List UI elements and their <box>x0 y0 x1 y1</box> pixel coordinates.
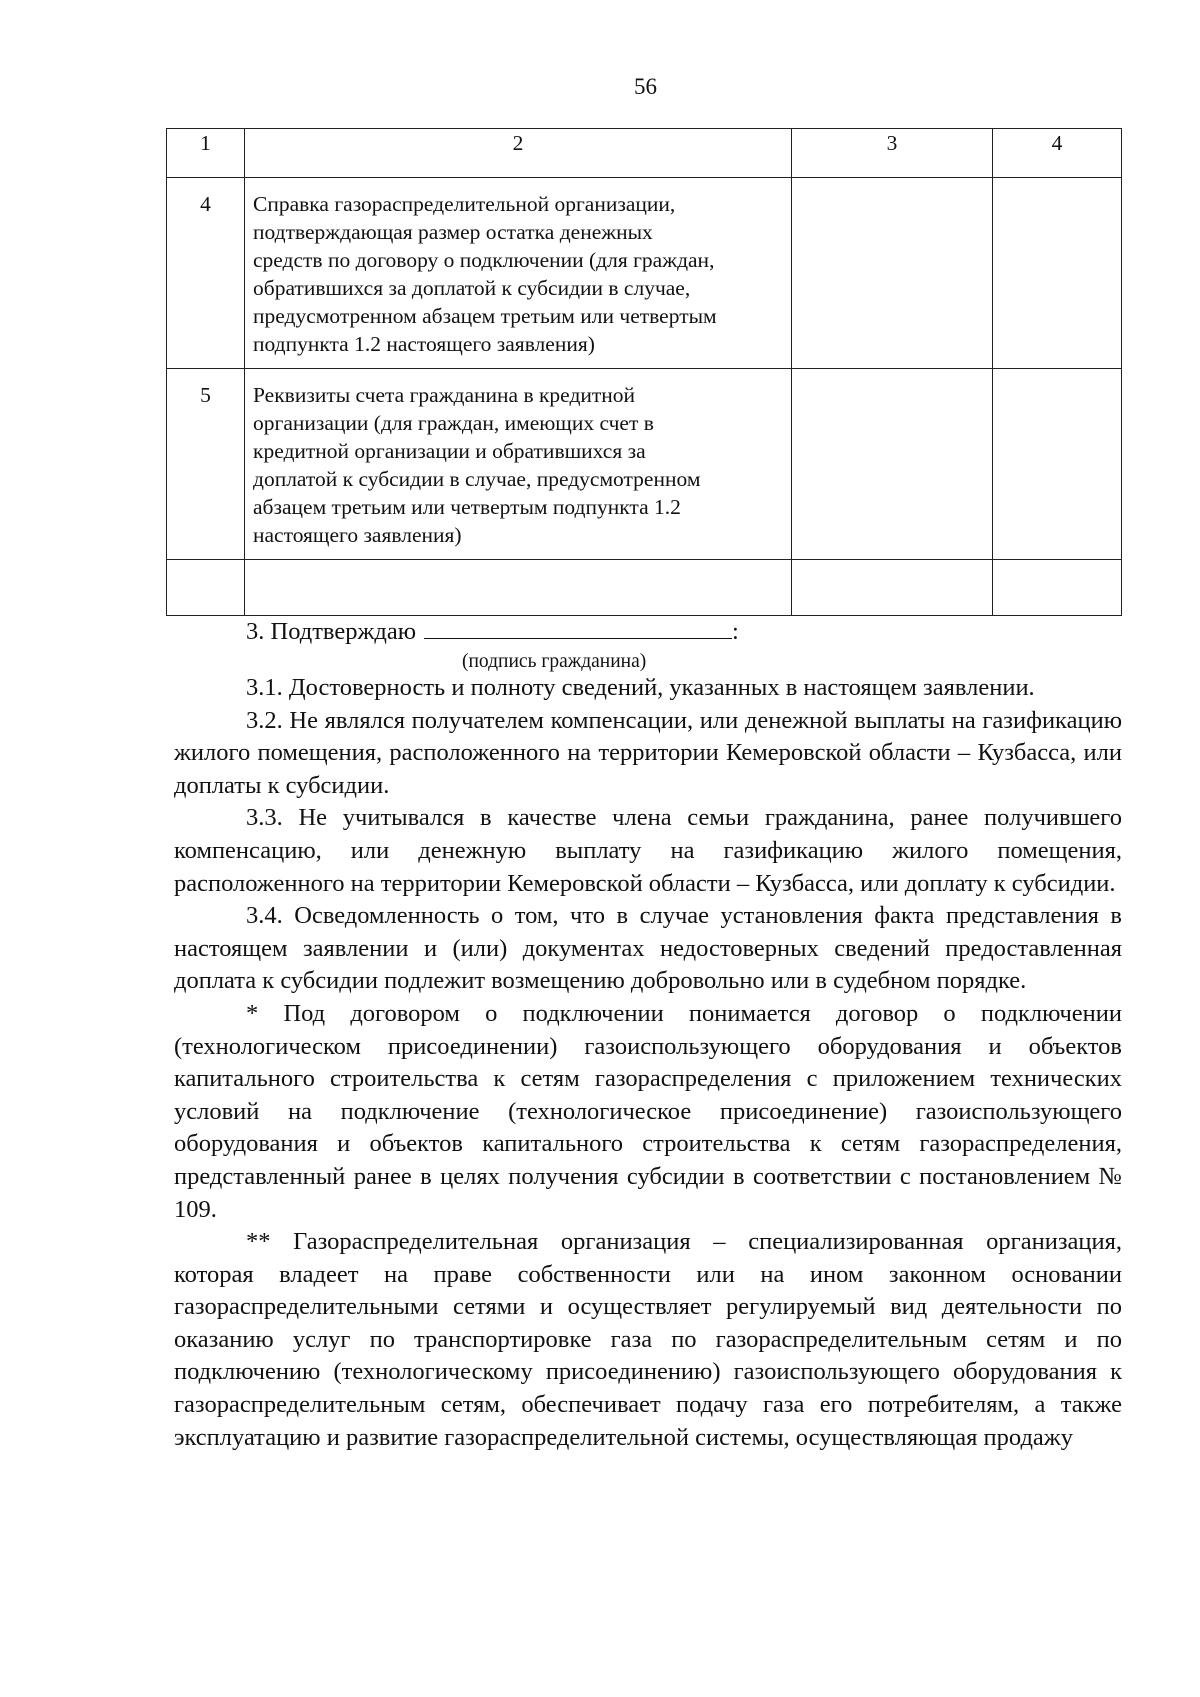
table-header-row <box>167 129 1122 178</box>
empty-cell <box>993 178 1122 369</box>
page-number: 56 <box>634 74 657 99</box>
footnote-connection-agreement: * Под договором о подключении понимается договор о подключении (технологическом присоединении) газоиспользующего оборудования и объектов капитального строительства к сетям газораспределения с приложением технических условий на подключение (технологическое присоединение) газоиспользующего оборудования и объектов капитального строительства к сетям газораспределения, представленный ранее в целях получения субсидии в соответствии с постановлением № 109. <box>174 999 1122 1223</box>
empty-table-row <box>167 560 1122 616</box>
confirmation-label: 3. Подтверждаю <box>246 618 417 645</box>
row-number: 5 <box>167 369 245 560</box>
empty-cell <box>792 369 993 560</box>
table-row <box>167 178 1122 369</box>
empty-cell <box>792 560 993 616</box>
text-line: предусмотренном абзацем третьим или четвертым <box>253 304 717 328</box>
confirmation-line <box>246 616 739 648</box>
row-number: 4 <box>167 178 245 369</box>
paragraph-3-2: 3.2. Не являлся получателем компенсации, или денежной выплаты на газификацию жилого помещения, расположенного на территории Кемеровской области – Кузбасса, или доплаты к субсидии. <box>174 706 1122 799</box>
empty-cell <box>993 560 1122 616</box>
documents-table <box>166 128 1122 616</box>
text-line: средств по договору о подключении (для граждан, <box>253 248 715 272</box>
body-text <box>174 672 1122 1454</box>
document-name-cell <box>245 369 792 560</box>
empty-cell <box>167 560 245 616</box>
header-cell: 2 <box>245 129 792 178</box>
header-cell: 4 <box>993 129 1122 178</box>
text-line: доплатой к субсидии в случае, предусмотренном <box>253 467 701 491</box>
paragraph-3-4: 3.4. Осведомленность о том, что в случае установления факта представления в настоящем заявлении и (или) документах недостоверных сведений предоставленная доплата к субсидии подлежит возмещению добровольно или в судебном порядке. <box>174 902 1122 995</box>
header-cell: 1 <box>167 129 245 178</box>
text-line: обратившихся за доплатой к субсидии в случае, <box>253 276 691 300</box>
empty-cell <box>993 369 1122 560</box>
document-name-cell <box>245 178 792 369</box>
text-line: Реквизиты счета гражданина в кредитной <box>253 383 636 407</box>
text-line: настоящего заявления) <box>253 523 462 547</box>
signature-caption: (подпись гражданина) <box>462 651 647 672</box>
text-line: подпункта 1.2 настоящего заявления) <box>253 332 595 356</box>
table-row <box>167 369 1122 560</box>
header-cell: 3 <box>792 129 993 178</box>
paragraph-3-3: 3.3. Не учитывался в качестве члена семьи гражданина, ранее получившего компенсацию, или денежную выплату на газификацию жилого помещения, расположенного на территории Кемеровской области – Кузбасса, или доплату к субсидии. <box>174 804 1122 897</box>
signature-line <box>424 616 732 639</box>
confirmation-colon: : <box>732 618 739 645</box>
text-line: подтверждающая размер остатка денежных <box>253 220 653 244</box>
paragraph-3-1: 3.1. Достоверность и полноту сведений, указанных в настоящем заявлении. <box>246 674 1035 701</box>
empty-cell <box>792 178 993 369</box>
text-line: Справка газораспределительной организации, <box>253 192 676 216</box>
footnote-gas-distribution-org: ** Газораспределительная организация – специализированная организация, которая владеет на праве собственности или на ином законном основании газораспределительными сетями и осуществляет регулируемый вид деятельности по оказанию услуг по транспортировке газа по газораспределительным сетям и по подключению (технологическому присоединению) газоиспользующего оборудования к газораспределительным сетям, обеспечивает подачу газа его потребителям, а также эксплуатацию и развитие газораспределительной системы, осуществляющая продажу <box>174 1228 1122 1451</box>
text-line: организации (для граждан, имеющих счет в <box>253 411 654 435</box>
empty-cell <box>245 560 792 616</box>
text-line: кредитной организации и обратившихся за <box>253 439 646 463</box>
text-line: абзацем третьим или четвертым подпункта 1.2 <box>253 495 681 519</box>
